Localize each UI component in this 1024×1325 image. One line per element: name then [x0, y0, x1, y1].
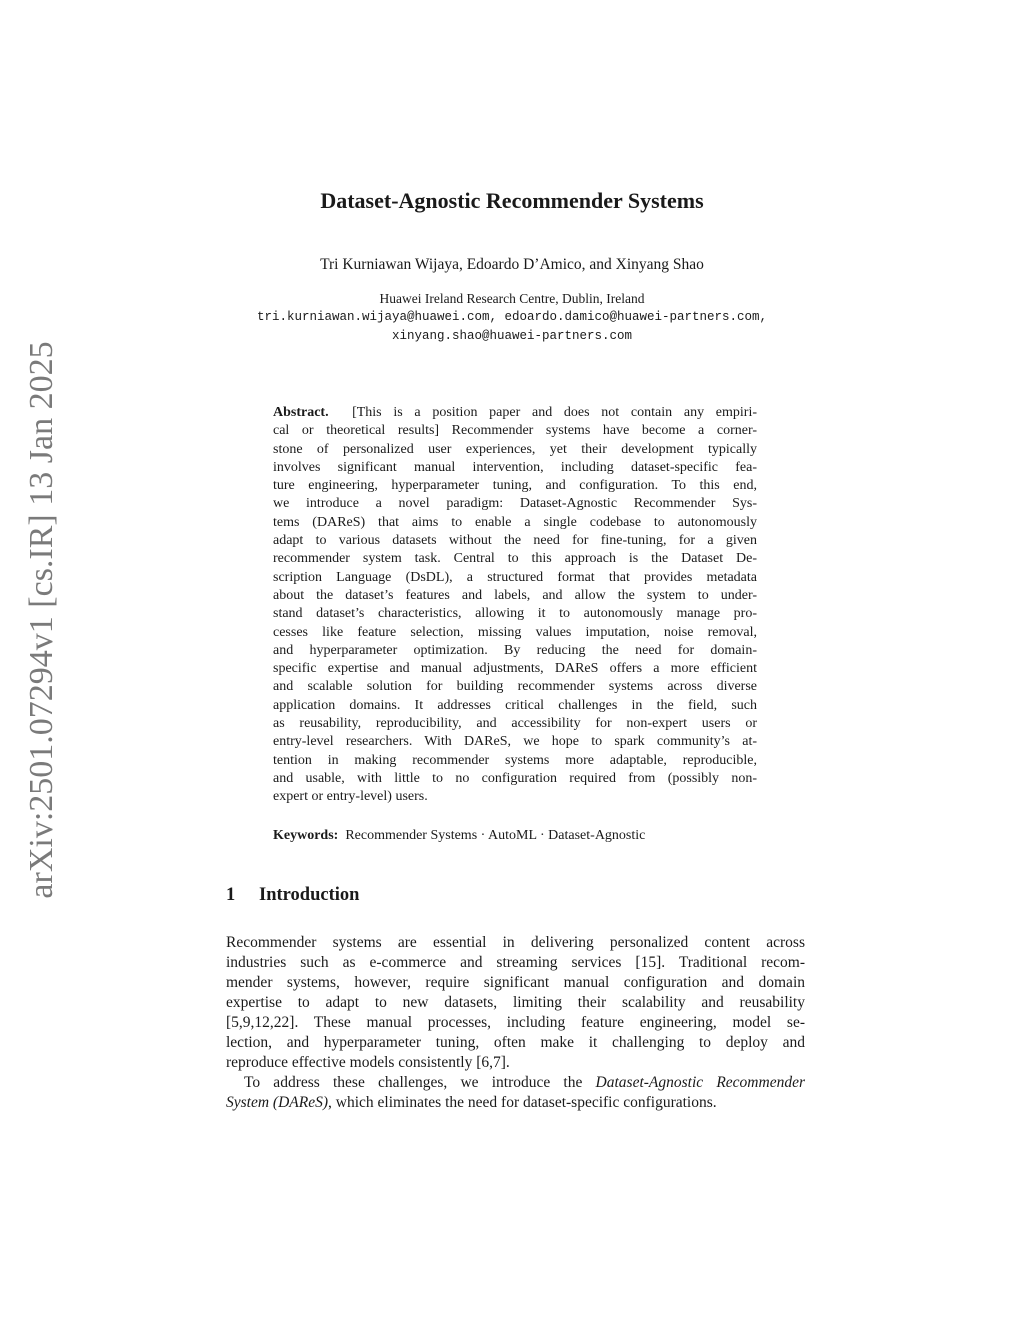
- text-line: about the dataset’s features and labels, and allow the system to under-: [273, 587, 757, 603]
- section-title: Introduction: [259, 885, 360, 905]
- text-line: and scalable solution for building recommender systems across diverse: [273, 679, 757, 695]
- text-line: To address these challenges, we introduce the Dataset-Agnostic Recommender: [244, 1074, 805, 1091]
- text-line: expertise to adapt to new datasets, limiting their scalability and reusability: [226, 994, 805, 1011]
- text-line: industries such as e-commerce and streaming services [15]. Traditional recom-: [226, 954, 805, 971]
- text-line: recommender system task. Central to this approach is the Dataset De-: [273, 551, 757, 567]
- authors: Tri Kurniawan Wijaya, Edoardo D’Amico, and Xinyang Shao: [320, 256, 704, 273]
- text-line: System (DAReS), which eliminates the need for dataset-specific configurations.: [226, 1094, 717, 1111]
- keywords-label: Keywords:: [273, 828, 339, 843]
- text-line: and usable, with little to no configuration required from (possibly non-: [273, 770, 757, 786]
- paragraph: [226, 1073, 805, 1113]
- text-line: involves significant manual intervention, including dataset-specific fea-: [273, 459, 757, 475]
- text-line: lection, and hyperparameter tuning, often make it challenging to deploy and: [226, 1034, 805, 1051]
- text-line: we introduce a novel paradigm: Dataset-Agnostic Recommender Sys-: [273, 496, 757, 512]
- keywords: [273, 828, 645, 844]
- text-line: stand dataset’s characteristics, allowing it to autonomously manage pro-: [273, 606, 757, 622]
- text-line: application domains. It addresses critical challenges in the field, such: [273, 697, 757, 713]
- paper-title: Dataset-Agnostic Recommender Systems: [320, 188, 704, 213]
- text-line: reproduce effective models consistently [6,7].: [226, 1054, 510, 1071]
- text-line: [5,9,12,22]. These manual processes, including feature engineering, model se-: [226, 1014, 805, 1031]
- abstract-label: Abstract.: [273, 405, 329, 420]
- text-line: stone of personalized user experiences, yet their development typically: [273, 441, 757, 457]
- text-line: scription Language (DsDL), a structured format that provides metadata: [273, 569, 757, 585]
- text-line: Abstract. [This is a position paper and does not contain any empiri-: [273, 405, 757, 420]
- text-line: ture engineering, hyperparameter tuning, and configuration. To this end,: [273, 478, 757, 494]
- text-line: expert or entry-level) users.: [273, 789, 428, 805]
- abstract: [273, 404, 757, 807]
- text-line: Recommender systems are essential in delivering personalized content across: [226, 934, 805, 951]
- text-line: cesses like feature selection, missing values imputation, noise removal,: [273, 624, 757, 640]
- text-line: and hyperparameter optimization. By reducing the need for domain-: [273, 642, 757, 658]
- text-line: tention in making recommender systems more adaptable, reproducible,: [273, 752, 757, 768]
- text-line: mender systems, however, require significant manual configuration and domain: [226, 974, 805, 991]
- arxiv-identifier: arXiv:2501.07294v1 [cs.IR] 13 Jan 2025: [23, 341, 60, 899]
- text-line: as reusability, reproducibility, and accessibility for non-expert users or: [273, 716, 757, 732]
- text-line: entry-level researchers. With DAReS, we hope to spark community’s at-: [273, 734, 757, 750]
- text-line: adapt to various datasets without the need for fine-tuning, for a given: [273, 533, 757, 549]
- introduction-body: [226, 933, 805, 1113]
- author-emails: tri.kurniawan.wijaya@huawei.com, edoardo.damico@huawei-partners.com,: [256, 310, 768, 324]
- text-line: tems (DAReS) that aims to enable a single codebase to autonomously: [273, 514, 757, 530]
- keywords-text: Recommender Systems · AutoML · Dataset-Agnostic: [345, 828, 646, 843]
- affiliation: Huawei Ireland Research Centre, Dublin, Ireland: [379, 291, 645, 306]
- section-heading: [226, 885, 359, 906]
- section-number: 1: [226, 885, 236, 905]
- text-line: specific expertise and manual adjustments, DAReS offers a more efficient: [273, 661, 757, 677]
- text-line: cal or theoretical results] Recommender systems have become a corner-: [273, 423, 757, 439]
- paragraph: [226, 933, 805, 1073]
- author-emails: xinyang.shao@huawei-partners.com: [391, 329, 633, 343]
